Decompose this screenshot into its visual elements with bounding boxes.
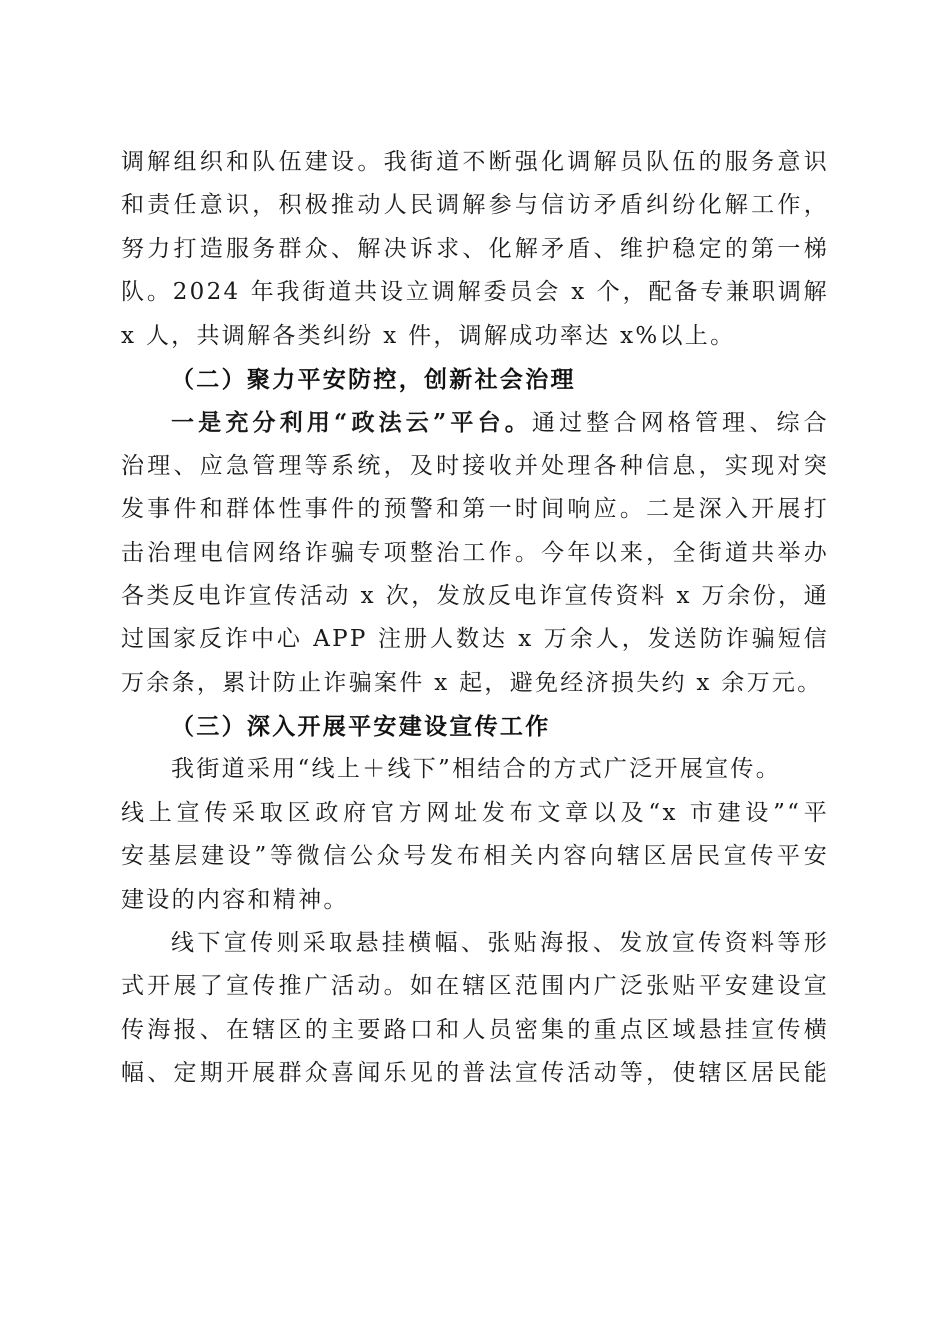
- body-line: x 人，共调解各类纠纷 x 件，调解成功率达 x%以上。: [121, 322, 736, 349]
- lead-rest-text: 通过整合网格管理、综合: [531, 410, 829, 437]
- body-line: 队。2024 年我街道共设立调解委员会 x 个，配备专兼职调解: [121, 279, 829, 306]
- body-line: 击治理电信网络诈骗专项整治工作。今年以来，全街道共举办: [121, 539, 829, 566]
- body-line: 万余条，累计防止诈骗案件 x 起，避免经济损失约 x 余万元。: [121, 669, 823, 696]
- body-line: 线下宣传则采取悬挂横幅、张贴海报、发放宣传资料等形: [171, 930, 829, 957]
- body-line: 我街道采用“线上＋线下”相结合的方式广泛开展宣传。: [171, 756, 782, 783]
- body-line: 努力打造服务群众、解决诉求、化解矛盾、维护稳定的第一梯: [121, 235, 829, 262]
- body-line: 各类反电诈宣传活动 x 次，发放反电诈宣传资料 x 万余份，通: [121, 582, 829, 609]
- body-line: 调解组织和队伍建设。我街道不断强化调解员队伍的服务意识: [121, 149, 829, 175]
- body-line: 过国家反诈中心 APP 注册人数达 x 万余人，发送防诈骗短信: [121, 626, 829, 653]
- lead-bold-text: 一是充分利用“政法云”平台。: [171, 409, 532, 437]
- body-line: 建设的内容和精神。: [121, 886, 349, 913]
- body-line: 发事件和群体性事件的预警和第一时间响应。二是深入开展打: [121, 496, 829, 523]
- body-line: 治理、应急管理等系统，及时接收并处理各种信息，实现对突: [121, 452, 829, 479]
- body-line: [121, 401, 829, 444]
- document-body: [121, 141, 829, 1096]
- body-line: 幅、定期开展群众喜闻乐见的普法宣传活动等，使辖区居民能: [121, 1060, 829, 1087]
- body-line: 线上宣传采取区政府官方网址发布文章以及“x 市建设”“平: [121, 799, 829, 826]
- body-line: 和责任意识，积极推动人民调解参与信访矛盾纠纷化解工作，: [121, 192, 829, 219]
- body-line: 式开展了宣传推广活动。如在辖区范围内广泛张贴平安建设宣: [121, 973, 829, 1000]
- body-line: 传海报、在辖区的主要路口和人员密集的重点区域悬挂宣传横: [121, 1016, 829, 1043]
- section-heading-3: （三）深入开展平安建设宣传工作: [171, 713, 551, 741]
- section-heading-2: （二）聚力平安防控，创新社会治理: [171, 365, 576, 393]
- body-line: 安基层建设”等微信公众号发布相关内容向辖区居民宣传平安: [121, 843, 829, 870]
